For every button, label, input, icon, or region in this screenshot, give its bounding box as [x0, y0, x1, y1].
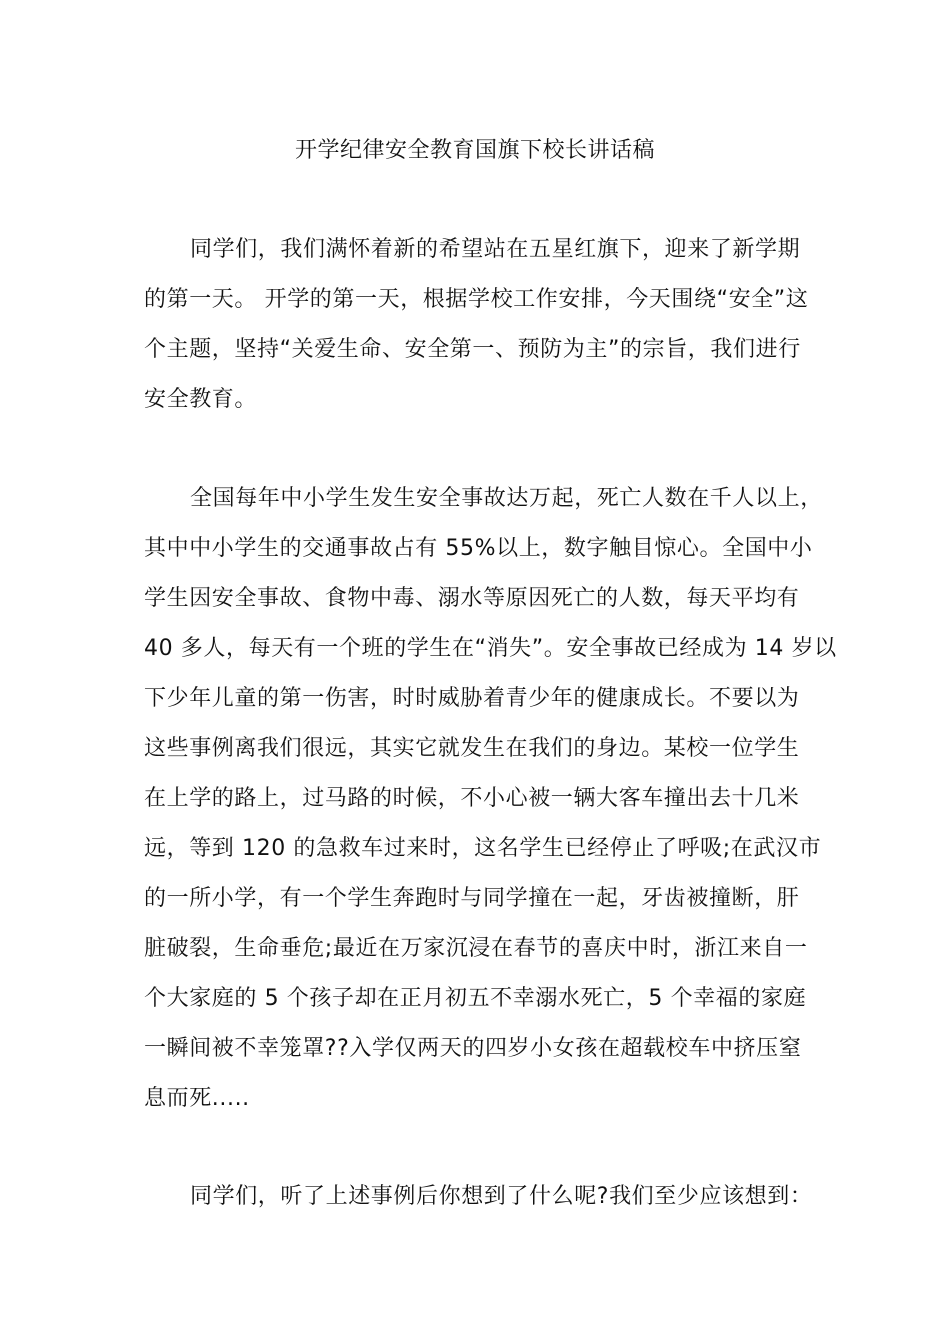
text-line: 息而死..... [144, 1086, 250, 1111]
text-line: 40 多人，每天有一个班的学生在“消失”。安全事故已经成为 14 岁以 [144, 636, 837, 661]
text-line: 远，等到 120 的急救车过来时，这名学生已经停止了呼吸;在武汉市 [144, 836, 822, 861]
text-line: 脏破裂，生命垂危;最近在万家沉浸在春节的喜庆中时，浙江来自一 [144, 936, 808, 961]
text-line: 同学们，我们满怀着新的希望站在五星红旗下，迎来了新学期 [190, 237, 801, 262]
text-line: 一瞬间被不幸笼罩??入学仅两天的四岁小女孩在超载校车中挤压窒 [144, 1036, 802, 1061]
paragraph-question [144, 1172, 834, 1222]
text-line: 的一所小学，有一个学生奔跑时与同学撞在一起，牙齿被撞断，肝 [144, 886, 800, 911]
text-line: 个大家庭的 5 个孩子却在正月初五不幸溺水死亡，5 个幸福的家庭 [144, 986, 807, 1011]
text-line: 同学们，听了上述事例后你想到了什么呢?我们至少应该想到： [190, 1184, 813, 1209]
text-line: 个主题，坚持“关爱生命、安全第一、预防为主”的宗旨，我们进行 [144, 337, 801, 362]
paragraph-statistics [144, 474, 837, 1124]
text-line: 安全教育。 [144, 387, 258, 412]
text-line: 全国每年中小学生发生安全事故达万起，死亡人数在千人以上， [190, 486, 823, 511]
text-line: 的第一天。 开学的第一天，根据学校工作安排，今天围绕“安全”这 [144, 287, 809, 312]
text-line: 下少年儿童的第一伤害，时时威胁着青少年的健康成长。不要以为 [144, 686, 800, 711]
text-line: 在上学的路上，过马路的时候，不小心被一辆大客车撞出去十几米 [144, 786, 800, 811]
text-line: 这些事例离我们很远，其实它就发生在我们的身边。某校一位学生 [144, 736, 800, 761]
text-line: 其中中小学生的交通事故占有 55%以上，数字触目惊心。全国中小 [144, 536, 813, 561]
paragraph-intro [144, 225, 834, 425]
document-title: 开学纪律安全教育国旗下校长讲话稿 [294, 138, 655, 163]
text-line: 学生因安全事故、食物中毒、溺水等原因死亡的人数，每天平均有 [144, 586, 800, 611]
